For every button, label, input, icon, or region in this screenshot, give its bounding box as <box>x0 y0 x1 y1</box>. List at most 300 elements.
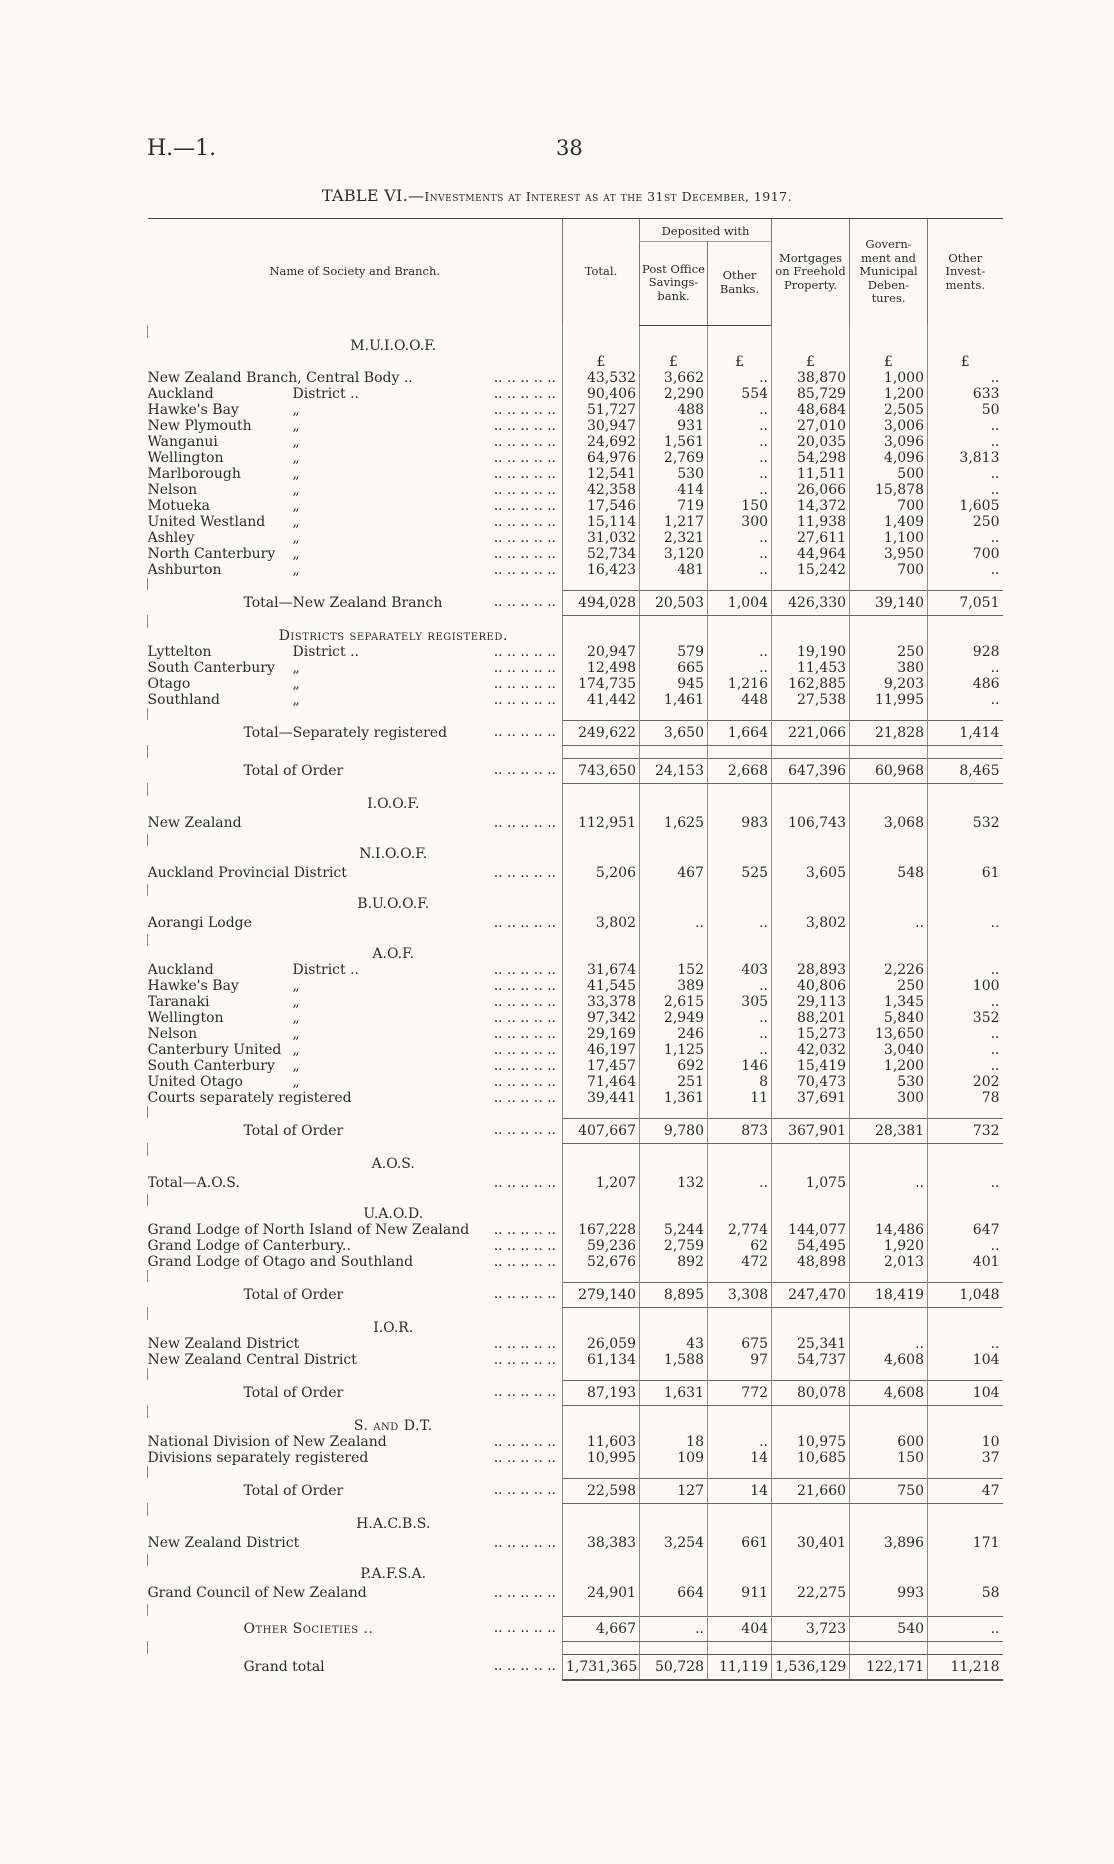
mortgages-cell: 247,470 <box>772 1282 850 1307</box>
table-row <box>148 660 1003 676</box>
table-row <box>148 530 1003 546</box>
other-banks-cell: .. <box>708 434 772 450</box>
government-cell: 1,345 <box>850 994 928 1010</box>
other-banks-cell: 1,664 <box>708 720 772 745</box>
government-cell: 1,200 <box>850 1058 928 1074</box>
total-cell: 51,727 <box>563 402 640 418</box>
spacer-cell <box>772 1405 850 1418</box>
total-cell: 59,236 <box>563 1238 640 1254</box>
currency-row <box>148 354 1003 370</box>
empty-cell <box>928 1566 1003 1582</box>
other-banks-cell: 8 <box>708 1074 772 1090</box>
row-label-suffix: District .. <box>292 643 359 660</box>
post-office-cell: 2,769 <box>640 450 708 466</box>
total-cell: 52,734 <box>563 546 640 562</box>
government-cell: 3,950 <box>850 546 928 562</box>
other-cell: 10 <box>928 1434 1003 1450</box>
table-row <box>148 994 1003 1010</box>
empty-cell <box>708 896 772 912</box>
other-banks-cell: .. <box>708 1172 772 1194</box>
dot-leader: .. .. .. .. .. <box>493 1433 556 1450</box>
other-banks-cell: .. <box>708 644 772 660</box>
empty-cell <box>850 1566 928 1582</box>
section-heading: I.O.R. <box>373 1319 414 1336</box>
spacer-cell <box>148 1405 563 1418</box>
dot-leader: .. .. .. .. .. <box>493 1221 556 1238</box>
table-body <box>148 325 1003 1680</box>
post-office-cell: 1,588 <box>640 1352 708 1368</box>
other-cell: 928 <box>928 644 1003 660</box>
empty-cell <box>850 1156 928 1172</box>
government-cell: 3,006 <box>850 418 928 434</box>
government-cell: 60,968 <box>850 758 928 783</box>
dot-leader: .. .. .. .. .. <box>493 1482 556 1498</box>
government-cell: 150 <box>850 1450 928 1466</box>
empty-cell <box>708 338 772 354</box>
row-label-cell <box>148 546 563 562</box>
post-office-cell: 530 <box>640 466 708 482</box>
spacer-cell <box>148 615 563 628</box>
empty-cell <box>563 1516 640 1532</box>
row-label-cell <box>148 1042 563 1058</box>
spacer-cell <box>928 1194 1003 1206</box>
total-cell: 42,358 <box>563 482 640 498</box>
empty-cell <box>640 946 708 962</box>
government-cell: 5,840 <box>850 1010 928 1026</box>
spacer-cell <box>708 1368 772 1381</box>
section-heading: I.O.O.F. <box>367 795 420 812</box>
dot-leader: .. .. .. .. .. <box>493 481 556 498</box>
empty-cell <box>772 1320 850 1336</box>
post-office-cell: 20,503 <box>640 590 708 615</box>
mortgages-cell: 54,495 <box>772 1238 850 1254</box>
spacer-cell <box>708 1604 772 1617</box>
col-header-deposited: Deposited with <box>640 219 772 242</box>
row-label: Total—New Zealand Branch <box>243 594 443 611</box>
spacer-cell <box>928 1405 1003 1418</box>
section-heading: A.O.S. <box>371 1155 415 1172</box>
spacer-cell <box>928 1106 1003 1119</box>
spacer-cell <box>850 708 928 721</box>
other-banks-cell: 873 <box>708 1118 772 1143</box>
empty-cell <box>640 1156 708 1172</box>
empty-cell <box>708 946 772 962</box>
spacer-cell <box>640 1194 708 1206</box>
table-row <box>148 1532 1003 1554</box>
post-office-cell: 2,759 <box>640 1238 708 1254</box>
row-label-suffix: „ <box>292 545 300 562</box>
post-office-cell: 24,153 <box>640 758 708 783</box>
row-label: South Canterbury <box>147 659 275 676</box>
row-label-cell <box>148 1026 563 1042</box>
other-banks-cell: 14 <box>708 1478 772 1503</box>
government-cell: 2,505 <box>850 402 928 418</box>
spacer-cell <box>640 578 708 591</box>
spacer-cell <box>850 1466 928 1479</box>
other-banks-cell: .. <box>708 562 772 578</box>
total-cell: 4,667 <box>563 1616 640 1641</box>
table-row <box>148 482 1003 498</box>
post-office-cell: 3,662 <box>640 370 708 386</box>
table-row <box>148 1582 1003 1604</box>
dot-leader: .. .. .. .. .. <box>493 1041 556 1058</box>
other-cell: 61 <box>928 862 1003 884</box>
spacer-cell <box>148 1641 563 1654</box>
other-banks-cell: 3,308 <box>708 1282 772 1307</box>
table-row <box>148 386 1003 402</box>
total-cell: 5,206 <box>563 862 640 884</box>
post-office-cell: 719 <box>640 498 708 514</box>
currency-symbol: £ <box>563 354 640 370</box>
spacer-row <box>148 783 1003 796</box>
total-row <box>148 1380 1003 1405</box>
investments-table <box>147 218 1003 1681</box>
row-label-cell <box>148 434 563 450</box>
total-cell: 407,667 <box>563 1118 640 1143</box>
row-label-cell <box>148 812 563 834</box>
total-row <box>148 1282 1003 1307</box>
spacer-cell <box>928 615 1003 628</box>
spacer-cell <box>148 1466 563 1479</box>
empty-cell <box>928 628 1003 644</box>
empty-cell <box>928 1156 1003 1172</box>
empty-cell <box>563 846 640 862</box>
table-row <box>148 1238 1003 1254</box>
mortgages-cell: 1,075 <box>772 1172 850 1194</box>
other-banks-cell: 11,119 <box>708 1654 772 1680</box>
other-banks-cell: .. <box>708 450 772 466</box>
total-cell: 12,541 <box>563 466 640 482</box>
row-label-cell <box>148 962 563 978</box>
mortgages-cell: 26,066 <box>772 482 850 498</box>
other-cell: .. <box>928 1172 1003 1194</box>
empty-cell <box>563 946 640 962</box>
mortgages-cell: 27,538 <box>772 692 850 708</box>
other-cell: 700 <box>928 546 1003 562</box>
row-label: Motueka <box>147 497 211 514</box>
mortgages-cell: 19,190 <box>772 644 850 660</box>
spacer-cell <box>708 934 772 946</box>
spacer-cell <box>928 1270 1003 1283</box>
table-row <box>148 1450 1003 1466</box>
row-label: Grand Council of New Zealand <box>147 1584 367 1601</box>
row-label-suffix: „ <box>292 1057 300 1074</box>
empty-cell <box>928 1418 1003 1434</box>
spacer-row <box>148 1307 1003 1320</box>
row-label-suffix: „ <box>292 1009 300 1026</box>
dot-leader: .. .. .. .. .. <box>493 561 556 578</box>
row-label-cell <box>148 862 563 884</box>
other-cell: .. <box>928 994 1003 1010</box>
other-banks-cell: 14 <box>708 1450 772 1466</box>
empty-cell <box>708 796 772 812</box>
spacer-row <box>148 934 1003 946</box>
other-cell: 647 <box>928 1222 1003 1238</box>
dot-leader: .. .. .. .. .. <box>493 594 556 610</box>
total-cell: 64,976 <box>563 450 640 466</box>
dot-leader: .. .. .. .. .. <box>493 643 556 660</box>
total-cell: 16,423 <box>563 562 640 578</box>
spacer-cell <box>563 1554 640 1566</box>
row-label-cell <box>148 530 563 546</box>
col-header-post-office: Post Office Savings-bank. <box>640 241 708 325</box>
other-cell: 78 <box>928 1090 1003 1106</box>
section-heading-row <box>148 796 1003 812</box>
spacer-cell <box>850 325 928 338</box>
dot-leader: .. .. .. .. .. <box>493 1620 556 1636</box>
empty-cell <box>708 1418 772 1434</box>
row-label-suffix: „ <box>292 513 300 530</box>
other-cell: .. <box>928 1042 1003 1058</box>
other-cell: 37 <box>928 1450 1003 1466</box>
empty-cell <box>563 896 640 912</box>
post-office-cell: 50,728 <box>640 1654 708 1680</box>
row-label: Ashley <box>147 529 195 546</box>
total-row <box>148 758 1003 783</box>
government-cell: 39,140 <box>850 590 928 615</box>
row-label: New Plymouth <box>147 417 252 434</box>
mortgages-cell: 647,396 <box>772 758 850 783</box>
dot-leader: .. .. .. .. .. <box>493 433 556 450</box>
mortgages-cell: 54,298 <box>772 450 850 466</box>
empty-cell <box>928 338 1003 354</box>
mortgages-cell: 10,975 <box>772 1434 850 1450</box>
spacer-cell <box>708 1405 772 1418</box>
row-label: New Zealand <box>147 814 242 831</box>
row-label-suffix: „ <box>292 1073 300 1090</box>
currency-symbol: £ <box>850 354 928 370</box>
post-office-cell: 931 <box>640 418 708 434</box>
spacer-cell <box>772 1641 850 1654</box>
spacer-cell <box>772 1143 850 1156</box>
post-office-cell: 414 <box>640 482 708 498</box>
empty-cell <box>708 1206 772 1222</box>
row-label: Total—A.O.S. <box>147 1174 240 1191</box>
mortgages-cell: 10,685 <box>772 1450 850 1466</box>
government-cell: 3,096 <box>850 434 928 450</box>
spacer-cell <box>850 1604 928 1617</box>
empty-cell <box>772 628 850 644</box>
row-label-cell <box>148 418 563 434</box>
section-heading-row <box>148 338 1003 354</box>
section-heading-row <box>148 1320 1003 1336</box>
empty-cell <box>850 338 928 354</box>
other-banks-cell: 472 <box>708 1254 772 1270</box>
table-header <box>148 219 1003 326</box>
government-cell: 15,878 <box>850 482 928 498</box>
spacer-cell <box>928 1641 1003 1654</box>
table-row <box>148 1074 1003 1090</box>
spacer-cell <box>850 1554 928 1566</box>
other-banks-cell: 911 <box>708 1582 772 1604</box>
section-heading: H.A.C.B.S. <box>356 1515 431 1532</box>
other-cell: .. <box>928 1058 1003 1074</box>
table-row <box>148 912 1003 934</box>
row-label: United Otago <box>147 1073 243 1090</box>
spacer-cell <box>148 934 563 946</box>
row-label: Lyttelton <box>147 643 212 660</box>
spacer-cell <box>708 1466 772 1479</box>
empty-cell <box>772 338 850 354</box>
table-row <box>148 962 1003 978</box>
empty-cell <box>708 628 772 644</box>
other-banks-cell: .. <box>708 660 772 676</box>
other-societies-row <box>148 1616 1003 1641</box>
row-label: New Zealand District <box>147 1335 300 1352</box>
total-row <box>148 1478 1003 1503</box>
total-cell: 494,028 <box>563 590 640 615</box>
total-cell: 1,207 <box>563 1172 640 1194</box>
table-row <box>148 1434 1003 1450</box>
post-office-cell: 109 <box>640 1450 708 1466</box>
spacer-row <box>148 1194 1003 1206</box>
other-cell: .. <box>928 482 1003 498</box>
dot-leader: .. .. .. .. .. <box>493 1073 556 1090</box>
dot-leader: .. .. .. .. .. <box>493 401 556 418</box>
government-cell: 548 <box>850 862 928 884</box>
government-cell: 13,650 <box>850 1026 928 1042</box>
empty-cell <box>563 1566 640 1582</box>
spacer-cell <box>640 1641 708 1654</box>
government-cell: 750 <box>850 1478 928 1503</box>
table-row <box>148 1010 1003 1026</box>
post-office-cell: 467 <box>640 862 708 884</box>
currency-symbol: £ <box>708 354 772 370</box>
other-banks-cell: .. <box>708 482 772 498</box>
mortgages-cell: 15,242 <box>772 562 850 578</box>
dot-leader: .. .. .. .. .. <box>493 1584 556 1601</box>
spacer-cell <box>563 745 640 758</box>
spacer-cell <box>148 708 563 721</box>
post-office-cell: 3,650 <box>640 720 708 745</box>
total-cell: 43,532 <box>563 370 640 386</box>
table-title-text: Investments at Interest as at the 31st December, 1917. <box>424 189 793 204</box>
spacer-row <box>148 1641 1003 1654</box>
empty-cell <box>148 354 563 370</box>
spacer-cell <box>772 1466 850 1479</box>
spacer-cell <box>850 578 928 591</box>
spacer-cell <box>640 934 708 946</box>
row-label-cell <box>148 1058 563 1074</box>
other-banks-cell: .. <box>708 1434 772 1450</box>
row-label: Divisions separately registered <box>147 1449 369 1466</box>
total-cell: 41,442 <box>563 692 640 708</box>
dot-leader: .. .. .. .. .. <box>493 1286 556 1302</box>
spacer-cell <box>772 708 850 721</box>
other-cell: .. <box>928 1616 1003 1641</box>
empty-cell <box>772 1418 850 1434</box>
spacer-cell <box>563 1143 640 1156</box>
empty-cell <box>640 846 708 862</box>
row-label: New Zealand Central District <box>147 1351 357 1368</box>
mortgages-cell: 3,605 <box>772 862 850 884</box>
empty-cell <box>928 896 1003 912</box>
total-cell: 24,692 <box>563 434 640 450</box>
other-banks-cell: 772 <box>708 1380 772 1405</box>
total-cell: 22,598 <box>563 1478 640 1503</box>
mortgages-cell: 27,010 <box>772 418 850 434</box>
total-cell: 46,197 <box>563 1042 640 1058</box>
dot-leader: .. .. .. .. .. <box>493 545 556 562</box>
total-cell: 279,140 <box>563 1282 640 1307</box>
row-label-cell <box>148 912 563 934</box>
section-heading-row <box>148 896 1003 912</box>
spacer-cell <box>563 884 640 896</box>
row-label-suffix: „ <box>292 675 300 692</box>
total-cell: 31,032 <box>563 530 640 546</box>
table-row <box>148 1042 1003 1058</box>
spacer-cell <box>708 1554 772 1566</box>
empty-cell <box>850 1320 928 1336</box>
empty-cell <box>708 1516 772 1532</box>
dot-leader: .. .. .. .. .. <box>493 1658 556 1674</box>
spacer-cell <box>850 1368 928 1381</box>
row-label: Canterbury United <box>147 1041 282 1058</box>
dot-leader: .. .. .. .. .. <box>493 1335 556 1352</box>
government-cell: 1,409 <box>850 514 928 530</box>
total-cell: 1,731,365 <box>563 1654 640 1680</box>
spacer-cell <box>640 1503 708 1516</box>
empty-cell <box>640 1516 708 1532</box>
mortgages-cell: 40,806 <box>772 978 850 994</box>
col-header-other: Other Invest- ments. <box>928 219 1003 326</box>
row-label: Total of Order <box>243 1122 344 1139</box>
empty-cell <box>772 946 850 962</box>
empty-cell <box>850 628 928 644</box>
spacer-cell <box>148 1143 563 1156</box>
dot-leader: .. .. .. .. .. <box>493 1253 556 1270</box>
spacer-cell <box>850 615 928 628</box>
post-office-cell: 1,631 <box>640 1380 708 1405</box>
spacer-cell <box>772 783 850 796</box>
dot-leader: .. .. .. .. .. <box>493 1449 556 1466</box>
row-label-cell <box>148 758 563 783</box>
empty-cell <box>640 1566 708 1582</box>
empty-cell <box>563 1206 640 1222</box>
other-cell: 7,051 <box>928 590 1003 615</box>
dot-leader: .. .. .. .. .. <box>493 529 556 546</box>
table-row <box>148 1254 1003 1270</box>
row-label-suffix: „ <box>292 977 300 994</box>
dot-leader: .. .. .. .. .. <box>493 1057 556 1074</box>
other-banks-cell: 1,216 <box>708 676 772 692</box>
row-label-cell <box>148 1582 563 1604</box>
row-label-cell <box>148 498 563 514</box>
row-label: Wanganui <box>147 433 218 450</box>
row-label-cell <box>148 1352 563 1368</box>
other-cell: 1,048 <box>928 1282 1003 1307</box>
empty-cell <box>640 896 708 912</box>
total-row <box>148 720 1003 745</box>
mortgages-cell: 22,275 <box>772 1582 850 1604</box>
row-label-cell <box>148 562 563 578</box>
spacer-cell <box>772 1368 850 1381</box>
row-label: North Canterbury <box>147 545 276 562</box>
table-row <box>148 1172 1003 1194</box>
mortgages-cell: 80,078 <box>772 1380 850 1405</box>
total-cell: 174,735 <box>563 676 640 692</box>
post-office-cell: 2,290 <box>640 386 708 402</box>
spacer-cell <box>148 884 563 896</box>
total-cell: 97,342 <box>563 1010 640 1026</box>
post-office-cell: 1,561 <box>640 434 708 450</box>
other-banks-cell: .. <box>708 402 772 418</box>
post-office-cell: 246 <box>640 1026 708 1042</box>
spacer-cell <box>708 1106 772 1119</box>
row-label: New Zealand District <box>147 1534 300 1551</box>
spacer-cell <box>563 1405 640 1418</box>
spacer-row <box>148 1604 1003 1617</box>
